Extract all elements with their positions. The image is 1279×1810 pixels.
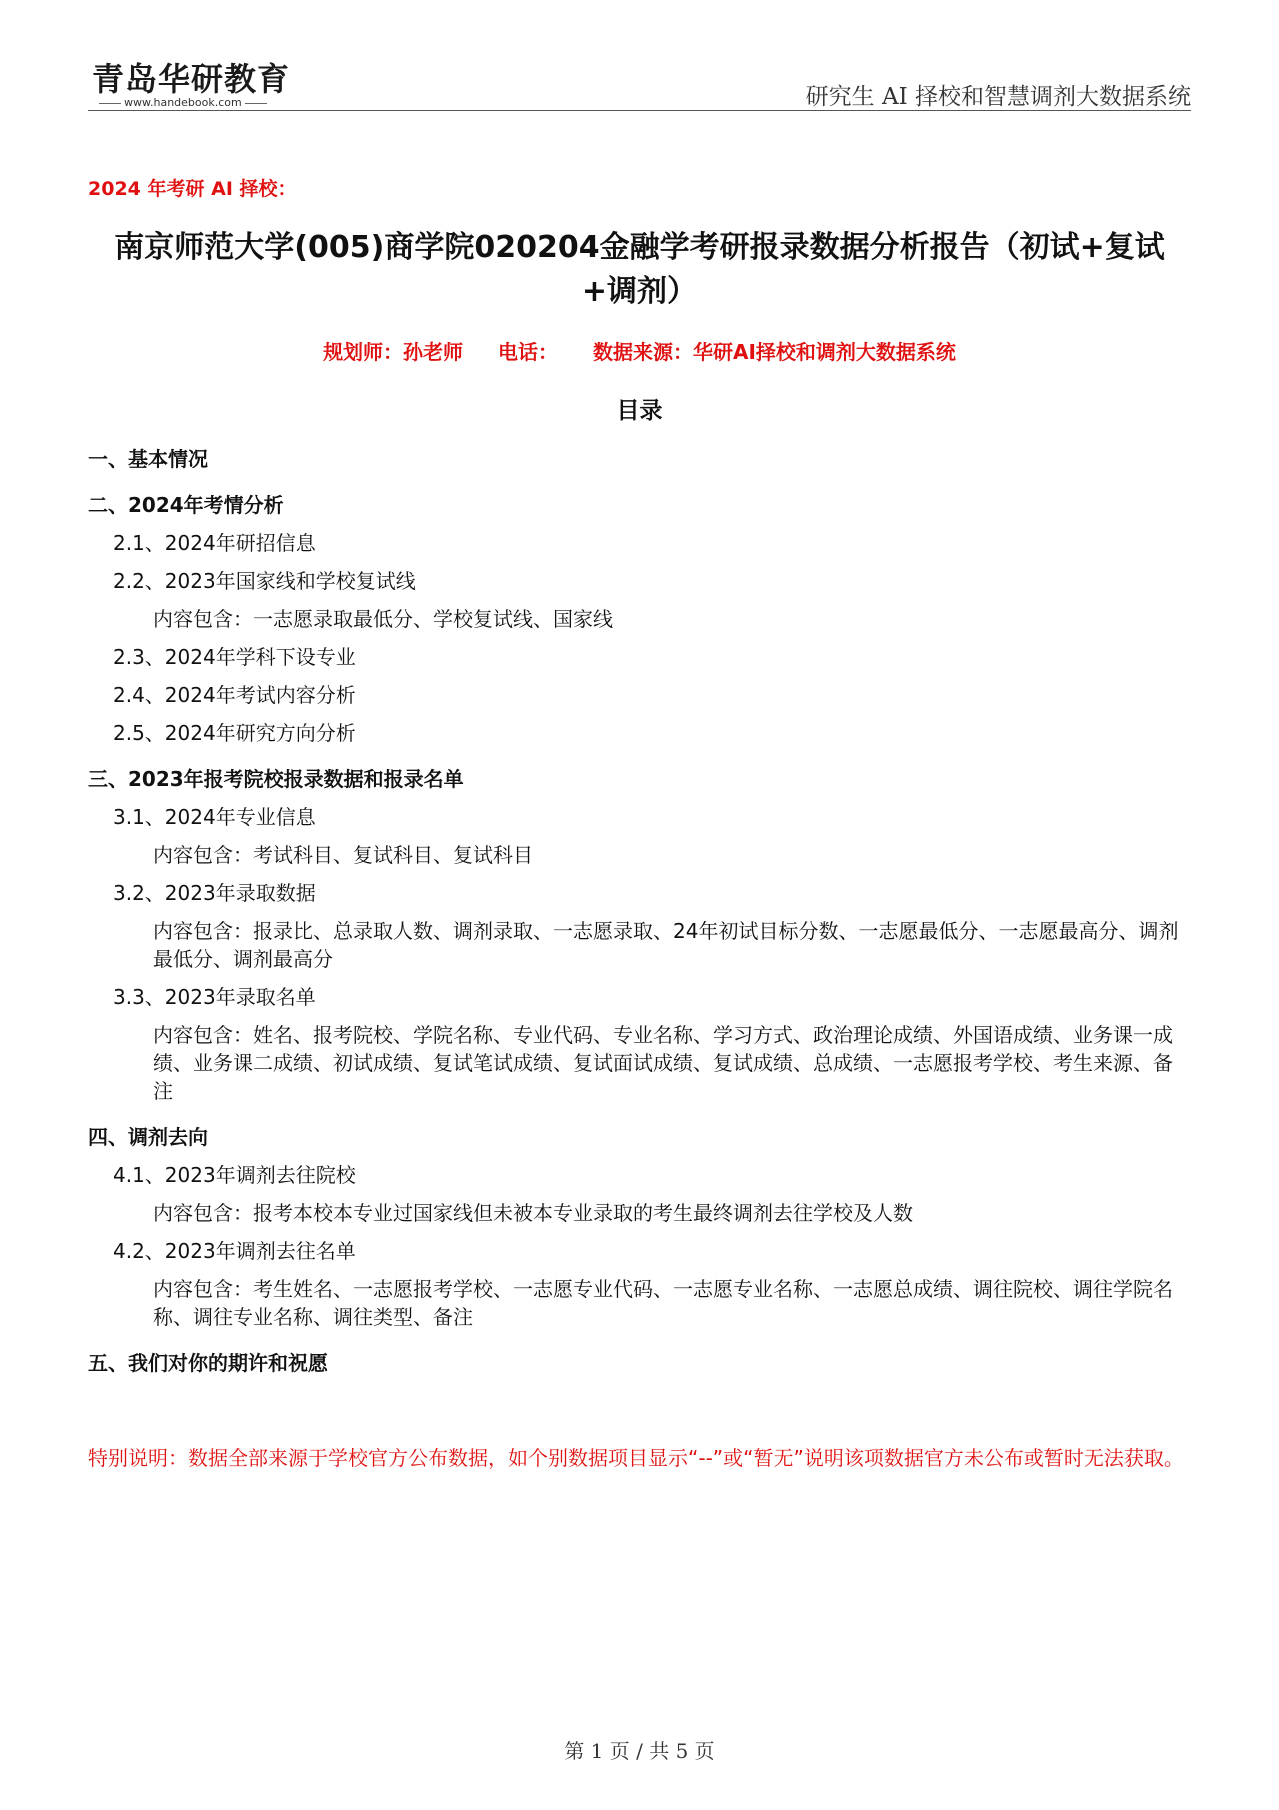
data-source: 数据来源：华研AI择校和调剂大数据系统 [593, 340, 956, 364]
toc-content-2-2: 内容包含：一志愿录取最低分、学校复试线、国家线 [153, 607, 613, 631]
toc-item-2-2: 2.2、2023年国家线和学校复试线 [113, 569, 416, 593]
toc-section-3: 三、2023年报考院校报录数据和报录名单 [88, 767, 464, 791]
year-tag: 2024 年考研 AI 择校： [88, 178, 297, 200]
toc-item-4-1: 4.1、2023年调剂去往院校 [113, 1163, 356, 1187]
toc-section-2: 二、2024年考情分析 [88, 493, 284, 517]
toc-content-3-2: 内容包含：报录比、总录取人数、调剂录取、一志愿录取、24年初试目标分数、一志愿最低分、一志愿最高分、调剂最低分、调剂最高分 [153, 919, 1179, 971]
toc-item-4-2: 4.2、2023年调剂去往名单 [113, 1239, 356, 1263]
phone: 电话： [498, 340, 559, 364]
info-line [88, 336, 1191, 365]
toc-content-3-3: 内容包含：姓名、报考院校、学院名称、专业代码、专业名称、学习方式、政治理论成绩、外国语成绩、业务课一成绩、业务课二成绩、初试成绩、复试笔试成绩、复试面试成绩、复试成绩、总成绩、一志愿报考学校、考生来源、备注 [153, 1023, 1173, 1103]
special-notice: 特别说明：数据全部来源于学校官方公布数据，如个别数据项目显示“--”或“暂无”说明该项数据官方未公布或暂时无法获取。 [88, 1446, 1184, 1470]
toc-content-3-1: 内容包含：考试科目、复试科目、复试科目 [153, 843, 533, 867]
logo-url-line [92, 97, 290, 109]
toc-title: 目录 [616, 398, 663, 424]
toc-item-3-3: 3.3、2023年录取名单 [113, 985, 316, 1009]
toc-item-3-2: 3.2、2023年录取数据 [113, 881, 316, 905]
logo-text: 青岛华研教育 [92, 60, 291, 98]
planner: 规划师：孙老师 [323, 340, 464, 364]
toc-item-2-3: 2.3、2024年学科下设专业 [113, 645, 356, 669]
toc-section-1: 一、基本情况 [88, 447, 208, 471]
toc-item-3-1: 3.1、2024年专业信息 [113, 805, 316, 829]
header-system-name: 研究生 AI 择校和智慧调剂大数据系统 [805, 84, 1191, 110]
toc-section-5: 五、我们对你的期许和祝愿 [88, 1351, 328, 1375]
toc-content-4-2: 内容包含：考生姓名、一志愿报考学校、一志愿专业代码、一志愿专业名称、一志愿总成绩、调往院校、调往学院名称、调往专业名称、调往类型、备注 [153, 1277, 1173, 1329]
page-footer: 第 1 页 / 共 5 页 [564, 1739, 715, 1763]
toc-item-2-1: 2.1、2024年研招信息 [113, 531, 316, 555]
toc-section-4: 四、调剂去向 [88, 1125, 208, 1149]
toc-item-2-4: 2.4、2024年考试内容分析 [113, 683, 356, 707]
toc-content-4-1: 内容包含：报考本校本专业过国家线但未被本专业录取的考生最终调剂去往学校及人数 [153, 1201, 913, 1225]
page-header [88, 60, 1191, 111]
toc-item-2-5: 2.5、2024年研究方向分析 [113, 721, 356, 745]
logo [92, 62, 290, 109]
logo-url: www.handebook.com [124, 96, 242, 109]
report-title: 南京师范大学(005)商学院020204金融学考研报录数据分析报告（初试+复试+调剂） [114, 230, 1165, 309]
table-of-contents [88, 445, 1191, 1377]
